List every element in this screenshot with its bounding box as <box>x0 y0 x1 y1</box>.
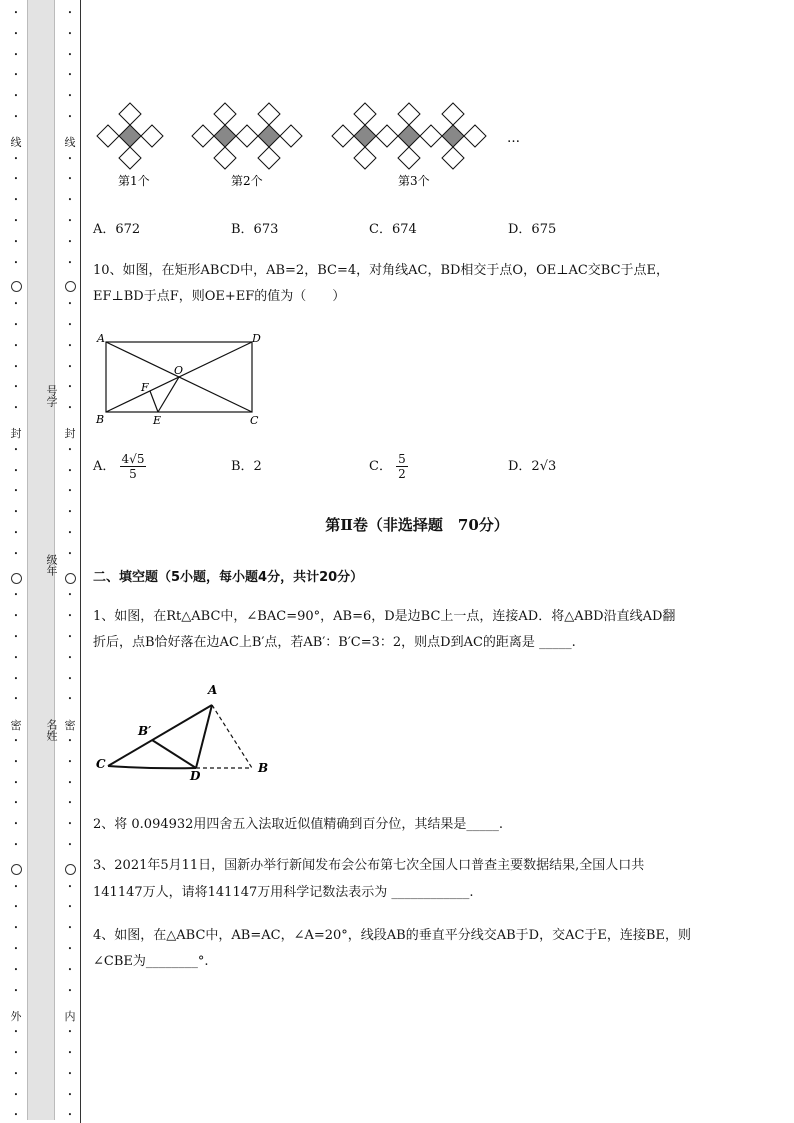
margin-dot: • <box>13 113 19 121</box>
margin-dot: • <box>13 175 19 184</box>
diamond <box>258 147 280 169</box>
margin-circle <box>65 573 76 584</box>
label-f: F <box>141 381 149 394</box>
segment-cd <box>108 766 196 768</box>
fill1-stem-line1: 1、如图，在Rt△ABC中，∠BAC=90°，AB=6，D是边BC上一点，连接AD．将△ABD沿直线AD翻 <box>93 609 676 624</box>
diamond <box>214 147 236 169</box>
margin-dot: • <box>67 965 73 974</box>
margin-dot: • <box>13 404 19 413</box>
margin-dot: • <box>67 1090 73 1099</box>
margin-dot: • <box>67 653 73 662</box>
margin-dot: • <box>67 341 73 350</box>
q9-option-b: B．673 <box>231 222 279 237</box>
margin-dot: • <box>13 1111 19 1120</box>
label-a: A <box>208 683 218 697</box>
shaded-diamond <box>119 125 141 147</box>
margin-dot: • <box>13 799 19 808</box>
q10-stem-line2: EF⊥BD于点F，则OE+EF的值为（ ） <box>93 289 346 304</box>
margin-dot: • <box>13 508 19 517</box>
margin-dot: • <box>67 924 73 933</box>
outer-mark-outside: 外 <box>10 1010 22 1023</box>
q10-option-b: B．2 <box>231 459 262 474</box>
diamond <box>420 125 442 147</box>
inner-mark-secret: 密 <box>64 719 76 732</box>
margin-dot: • <box>67 549 73 558</box>
margin-dot: • <box>67 217 73 225</box>
margin-dot: • <box>13 487 19 496</box>
margin-dot: • <box>67 300 73 309</box>
margin-divider <box>80 0 81 1123</box>
margin-dot: • <box>67 633 73 641</box>
rectangle-figure <box>92 330 272 430</box>
margin-dot: • <box>67 383 73 392</box>
margin-dot: • <box>13 529 19 537</box>
diamond <box>332 125 354 147</box>
margin-dot: • <box>13 737 19 745</box>
inner-mark-line: 线 <box>64 136 76 149</box>
margin-dot: • <box>13 820 19 829</box>
fill3-stem-line1: 3、2021年5月11日，国新办举行新闻发布会公布第七次全国人口普查主要数据结果,全国人口共 <box>93 858 645 873</box>
margin-dot: • <box>13 653 19 662</box>
segment-ad <box>196 705 212 768</box>
fill3-stem-line2: 141147万人，请将141147万用科学记数法表示为 ____________. <box>93 885 474 900</box>
diamond <box>442 103 464 125</box>
fill1-stem-line2: 折后，点B恰好落在边AC上B′点，若AB′：B′C=3：2，则点D到AC的距离是 _____. <box>93 635 576 650</box>
shaded-diamond <box>258 125 280 147</box>
label-d: D <box>190 769 201 780</box>
grade-field: 级年 <box>45 554 58 576</box>
q9-option-c: C．674 <box>369 222 417 237</box>
q10-option-c <box>369 450 408 484</box>
q10-stem-line1: 10、如图，在矩形ABCD中，AB=2，BC=4，对角线AC，BD相交于点O，OE⊥AC交BC于点E， <box>93 263 670 278</box>
margin-dot: • <box>67 1028 73 1037</box>
margin-dot: • <box>13 321 19 329</box>
diamond <box>398 103 420 125</box>
margin-dot: • <box>13 1049 19 1057</box>
q9-option-a: A．672 <box>93 222 141 237</box>
diamond <box>192 125 214 147</box>
q10-option-d: D．2√3 <box>508 459 557 474</box>
label-c: C <box>250 414 259 427</box>
pattern-label-2: 第2个 <box>231 174 263 188</box>
margin-dot: • <box>13 196 19 205</box>
margin-dot: • <box>67 612 73 621</box>
q10-option-c-fraction <box>396 452 408 481</box>
label-b-prime: B′ <box>138 724 152 738</box>
margin-dot: • <box>13 882 19 891</box>
diamond <box>354 103 376 125</box>
margin-dot: • <box>13 29 19 38</box>
margin-dot: • <box>13 778 19 787</box>
margin-dot: • <box>13 945 19 953</box>
margin-dot: • <box>67 945 73 953</box>
diamond <box>398 147 420 169</box>
label-b: B <box>96 413 105 426</box>
q9-option-d: D．675 <box>508 222 557 237</box>
diamond <box>258 103 280 125</box>
q10-option-a-denominator: 5 <box>129 467 137 481</box>
margin-circle <box>65 281 76 292</box>
margin-circle <box>11 281 22 292</box>
margin-circle <box>11 573 22 584</box>
q10-option-c-prefix: C． <box>369 459 392 474</box>
q10-option-a-numerator: 4√5 <box>121 452 145 466</box>
diamond-pattern-figure <box>90 100 530 190</box>
margin-dot: • <box>67 9 73 17</box>
margin-dot: • <box>13 1069 19 1078</box>
diamond <box>464 125 486 147</box>
margin-dot: • <box>67 737 73 745</box>
label-o: O <box>174 364 184 377</box>
margin-dot: • <box>13 92 19 101</box>
margin-dot: • <box>67 757 73 766</box>
margin-dot: • <box>67 487 73 496</box>
outer-mark-line: 线 <box>10 136 22 149</box>
margin-dot: • <box>13 50 19 59</box>
name-field: 名姓 <box>45 719 58 741</box>
margin-dot: • <box>13 300 19 309</box>
margin-dot: • <box>13 633 19 641</box>
label-e: E <box>153 414 162 427</box>
part2-title: 第Ⅱ卷（非选择题 70分） <box>325 516 509 534</box>
section-fill-blank-heading: 二、填空题（5小题，每小题4分，共计20分） <box>93 570 364 585</box>
margin-dot: • <box>67 778 73 787</box>
q10-option-c-numerator: 5 <box>398 452 406 466</box>
label-a: A <box>97 332 105 345</box>
inner-mark-seal: 封 <box>64 427 76 440</box>
margin-dot: • <box>13 362 19 371</box>
segment-ef <box>150 391 158 412</box>
label-c: C <box>96 757 106 771</box>
margin-dot: • <box>67 820 73 829</box>
margin-dot: • <box>13 217 19 225</box>
margin-dot: • <box>67 1069 73 1078</box>
margin-dot: • <box>13 9 19 17</box>
shaded-diamond <box>442 125 464 147</box>
pattern-ellipsis: … <box>507 131 520 146</box>
margin-dot: • <box>67 154 73 163</box>
label-b: B <box>258 761 269 775</box>
margin-dot: • <box>67 29 73 38</box>
q10-option-a-prefix: A． <box>93 459 116 474</box>
diamond <box>141 125 163 147</box>
shaded-diamond <box>398 125 420 147</box>
margin-dot: • <box>13 695 19 704</box>
margin-dot: • <box>67 258 73 267</box>
margin-dot: • <box>67 529 73 537</box>
margin-dot: • <box>67 1111 73 1120</box>
margin-dot: • <box>13 445 19 454</box>
margin-dot: • <box>13 341 19 350</box>
student-id-field: 号学 <box>45 385 58 407</box>
margin-dot: • <box>67 841 73 849</box>
margin-dot: • <box>67 237 73 246</box>
margin-dot: • <box>13 757 19 766</box>
q10-option-a <box>93 450 146 484</box>
margin-dot: • <box>67 799 73 808</box>
margin-dot: • <box>67 508 73 517</box>
outer-mark-secret: 密 <box>10 719 22 732</box>
triangle-fold-figure <box>92 680 272 780</box>
pattern-label-1: 第1个 <box>118 174 150 188</box>
margin-dot: • <box>13 71 19 80</box>
margin-dot: • <box>67 903 73 912</box>
label-d: D <box>252 332 261 345</box>
margin-dot: • <box>13 383 19 392</box>
diamond <box>442 147 464 169</box>
diamond <box>236 125 258 147</box>
margin-dot: • <box>13 924 19 933</box>
fill2-stem: 2、将 0.094932用四舍五入法取近似值精确到百分位，其结果是_____. <box>93 817 504 832</box>
margin-dot: • <box>67 113 73 121</box>
margin-dot: • <box>13 674 19 683</box>
margin-dot: • <box>67 591 73 600</box>
outer-mark-seal: 封 <box>10 427 22 440</box>
segment-ca <box>108 705 212 766</box>
diamond <box>119 103 141 125</box>
fill4-stem-line1: 4、如图，在△ABC中，AB=AC，∠A=20°，线段AB的垂直平分线交AB于D，交AC于E，连接BE，则 <box>93 928 691 943</box>
margin-dot: • <box>13 1028 19 1037</box>
margin-dot: • <box>13 154 19 163</box>
margin-dot: • <box>67 404 73 413</box>
shaded-diamond <box>354 125 376 147</box>
margin-dot: • <box>13 1090 19 1099</box>
margin-dot: • <box>13 903 19 912</box>
margin-dot: • <box>67 445 73 454</box>
margin-dot: • <box>67 674 73 683</box>
diamond <box>354 147 376 169</box>
margin-dot: • <box>13 612 19 621</box>
margin-dot: • <box>67 1049 73 1057</box>
margin-dot: • <box>13 965 19 974</box>
margin-dot: • <box>67 466 73 475</box>
pattern-label-3: 第3个 <box>398 174 430 188</box>
diamond <box>119 147 141 169</box>
margin-dot: • <box>13 841 19 849</box>
margin-dot: • <box>13 258 19 267</box>
margin-circle <box>65 864 76 875</box>
margin-dot: • <box>67 362 73 371</box>
margin-dot: • <box>67 50 73 59</box>
margin-dot: • <box>67 986 73 995</box>
q10-option-a-fraction <box>120 452 147 481</box>
diamond <box>280 125 302 147</box>
margin-dot: • <box>67 175 73 184</box>
shaded-diamond <box>214 125 236 147</box>
margin-dot: • <box>67 92 73 101</box>
margin-dot: • <box>67 196 73 205</box>
margin-dot: • <box>13 237 19 246</box>
inner-mark-inside: 内 <box>64 1010 76 1023</box>
margin-circle <box>11 864 22 875</box>
margin-dot: • <box>67 695 73 704</box>
diamond <box>376 125 398 147</box>
margin-dot: • <box>13 549 19 558</box>
dashed-ab <box>212 705 252 768</box>
margin-dot: • <box>67 882 73 891</box>
margin-dot: • <box>13 591 19 600</box>
margin-dot: • <box>13 986 19 995</box>
q10-option-c-denominator: 2 <box>398 467 406 481</box>
margin-dot: • <box>67 71 73 80</box>
segment-b-prime-d <box>152 740 196 768</box>
margin-dot: • <box>13 466 19 475</box>
margin-dot: • <box>67 321 73 329</box>
fill4-stem-line2: ∠CBE为________°. <box>93 954 209 969</box>
diamond <box>214 103 236 125</box>
diamond <box>97 125 119 147</box>
